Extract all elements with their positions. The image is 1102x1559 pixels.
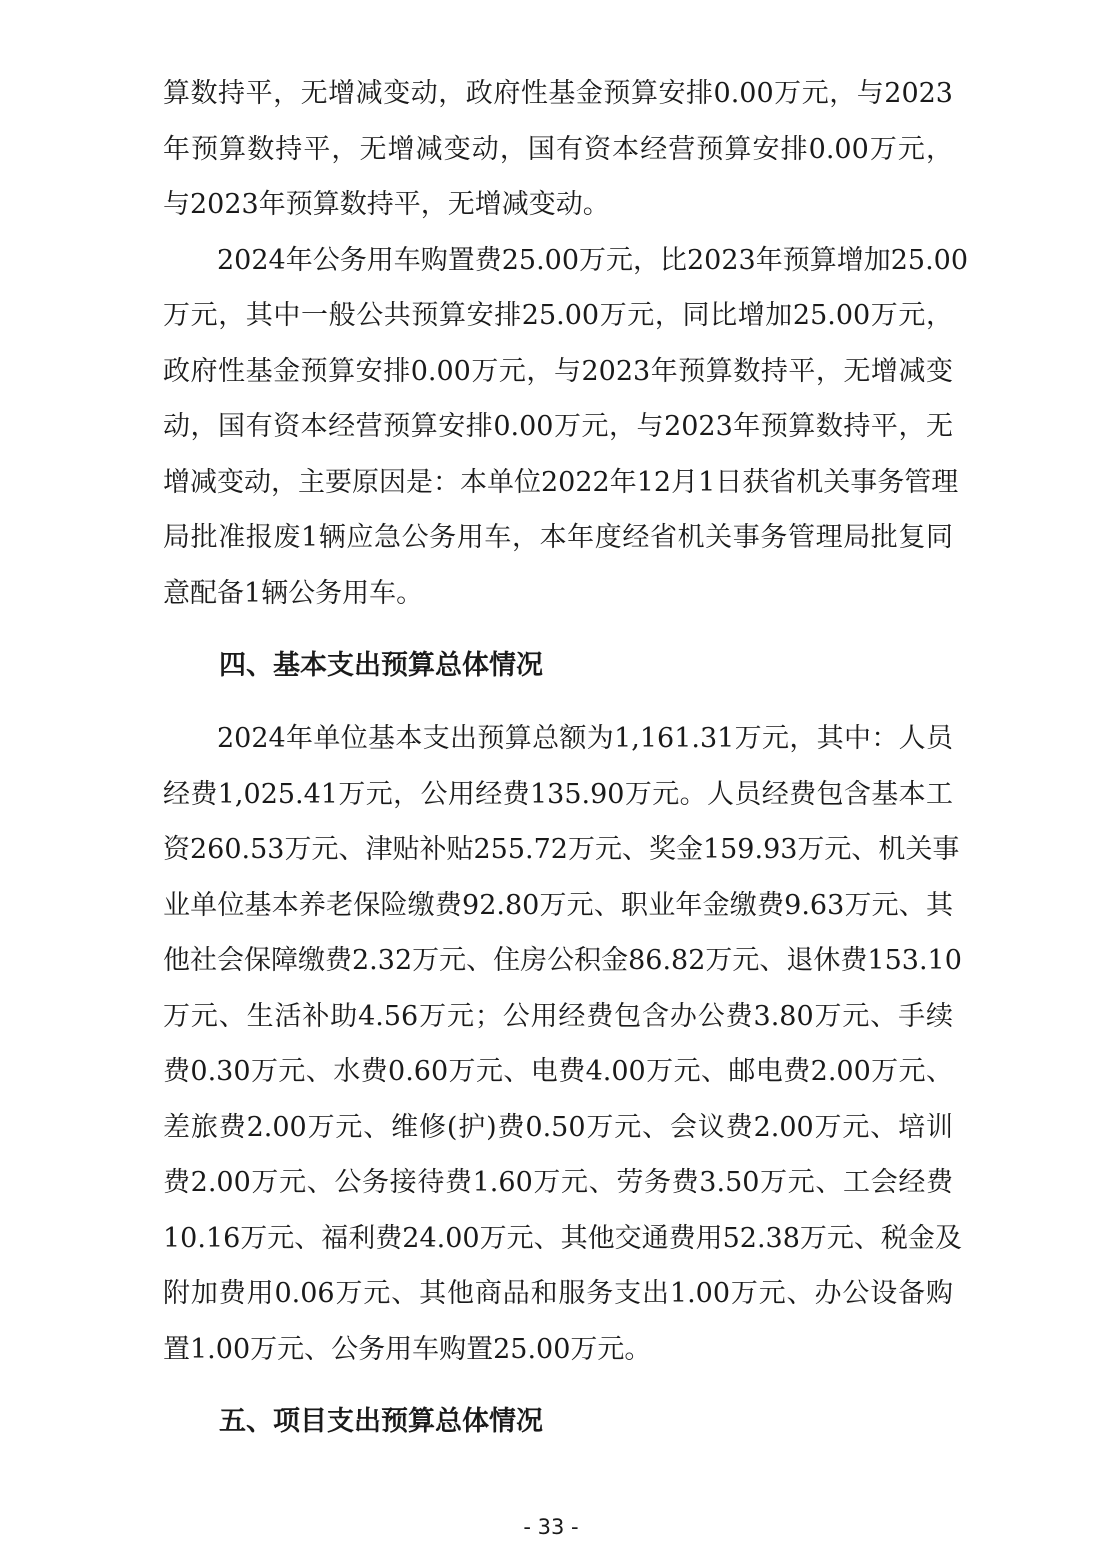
text-line: 业单位基本养老保险缴费92.80万元、职业年金缴费9.63万元、其 [163, 889, 953, 921]
text-line: 算数持平，无增减变动，政府性基金预算安排0.00万元，与2023 [163, 78, 953, 109]
text-line: 动，国有资本经营预算安排0.00万元，与2023年预算数持平，无 [163, 411, 953, 442]
paragraph-vehicle-budget-continued [163, 66, 953, 233]
text-line: 增减变动，主要原因是：本单位2022年12月1日获省机关事务管理 [163, 466, 959, 498]
text-line: 万元、生活补助4.56万元；公用经费包含办公费3.80万元、手续 [163, 1000, 953, 1032]
page-number: - 33 - [523, 1515, 579, 1539]
paragraph-basic-expenditure [163, 711, 962, 1377]
text-line: 万元，其中一般公共预算安排25.00万元，同比增加25.00万元， [163, 300, 953, 331]
text-line: 资260.53万元、津贴补贴255.72万元、奖金159.93万元、机关事 [163, 834, 960, 865]
text-line: 2024年公务用车购置费25.00万元，比2023年预算增加25.00 [217, 244, 969, 276]
text-line: 经费1,025.41万元，公用经费135.90万元。人员经费包含基本工 [163, 778, 953, 810]
text-line: 局批准报废1辆应急公务用车，本年度经省机关事务管理局批复同 [163, 522, 953, 553]
section-heading-project-expenditure: 五、项目支出预算总体情况 [219, 1406, 543, 1437]
text-line: 2024年单位基本支出预算总额为1,161.31万元，其中：人员 [217, 723, 953, 754]
text-line: 与2023年预算数持平，无增减变动。 [163, 189, 610, 220]
text-line: 附加费用0.06万元、其他商品和服务支出1.00万元、办公设备购 [163, 1278, 953, 1309]
text-line: 10.16万元、福利费24.00万元、其他交通费用52.38万元、税金及 [163, 1222, 962, 1254]
text-line: 置1.00万元、公务用车购置25.00万元。 [163, 1333, 652, 1365]
text-line: 年预算数持平，无增减变动，国有资本经营预算安排0.00万元， [163, 133, 953, 165]
text-line: 政府性基金预算安排0.00万元，与2023年预算数持平，无增减变 [163, 355, 953, 387]
paragraph-vehicle-purchase [163, 233, 969, 622]
document-body [163, 66, 969, 1467]
text-line: 费0.30万元、水费0.60万元、电费4.00万元、邮电费2.00万元、 [163, 1056, 953, 1087]
text-line: 意配备1辆公务用车。 [163, 577, 424, 609]
section-heading-basic-expenditure: 四、基本支出预算总体情况 [219, 650, 543, 681]
text-line: 他社会保障缴费2.32万元、住房公积金86.82万元、退休费153.10 [163, 945, 962, 976]
text-line: 费2.00万元、公务接待费1.60万元、劳务费3.50万元、工会经费 [163, 1167, 953, 1198]
text-line: 差旅费2.00万元、维修(护)费0.50万元、会议费2.00万元、培训 [163, 1111, 953, 1143]
